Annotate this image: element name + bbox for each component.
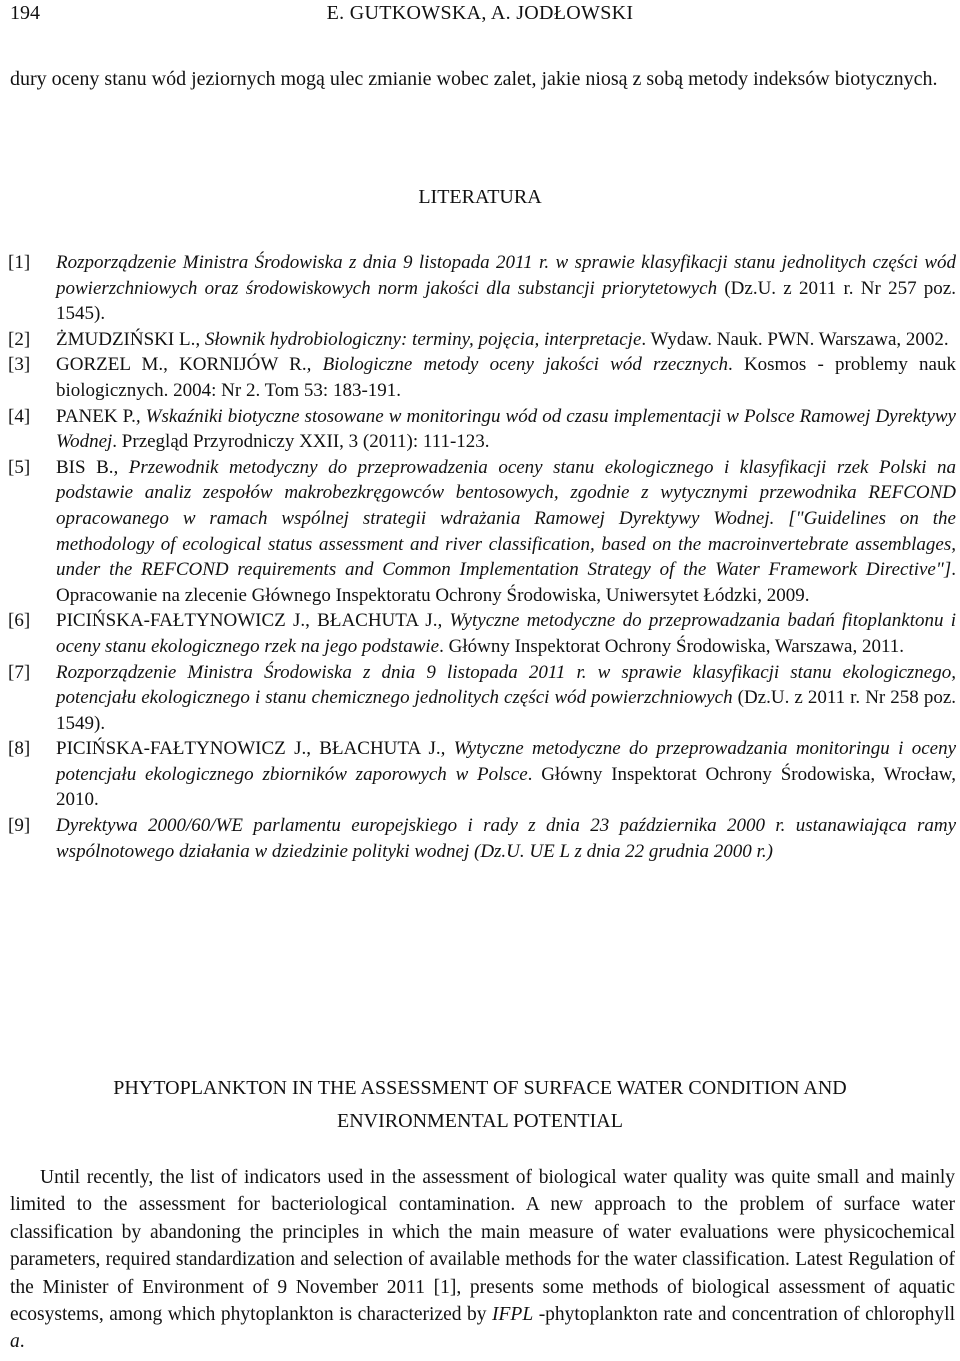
reference-number: [7] bbox=[8, 661, 31, 683]
reference-author: PICIŃSKA-FAŁTYNOWICZ J., BŁACHUTA J. bbox=[56, 738, 441, 760]
abstract-text-2: -phytoplankton rate and concentration of chlorophyll bbox=[533, 1304, 955, 1326]
reference-number: [2] bbox=[8, 328, 31, 350]
abstract-chlorophyll-a: a bbox=[10, 1331, 20, 1353]
literature-heading: LITERATURA bbox=[418, 186, 542, 208]
reference-item bbox=[8, 455, 956, 609]
reference-list bbox=[8, 250, 956, 864]
reference-details: . Przegląd Przyrodniczy XXII, 3 (2011): 111-123. bbox=[112, 431, 490, 453]
english-title: PHYTOPLANKTON IN THE ASSESSMENT OF SURFACE WATER CONDITION AND ENVIRONMENTAL POTENTIAL bbox=[113, 1077, 847, 1132]
reference-author: BIS B. bbox=[56, 456, 114, 478]
running-header-authors: E. GUTKOWSKA, A. JODŁOWSKI bbox=[326, 2, 634, 24]
reference-title: , Wskaźniki biotyczne stosowane w monitoringu wód od czasu implementacji w Polsce Ramowej Dyrektywy Wodnej bbox=[56, 405, 956, 453]
reference-item bbox=[8, 404, 956, 455]
reference-details: (Dz.U. z 2011 r. Nr 257 poz. 1545). bbox=[56, 277, 956, 325]
reference-details: (Dz.U. z 2011 r. Nr 258 poz. 1549). bbox=[56, 687, 956, 734]
reference-author: PANEK P. bbox=[56, 405, 136, 427]
reference-item bbox=[8, 660, 956, 737]
reference-details: . Główny Inspektorat Ochrony Środowiska, Wrocław, 2010. bbox=[56, 763, 956, 811]
reference-item bbox=[8, 813, 956, 864]
reference-author: GORZEL M., KORNIJÓW R. bbox=[56, 354, 307, 376]
reference-author: ŻMUDZIŃSKI L. bbox=[56, 328, 196, 350]
reference-item bbox=[8, 250, 956, 327]
reference-details: . Opracowanie na zlecenie Głównego Inspektoratu Ochrony Środowiska, Uniwersytet Łódzki, 2009. bbox=[56, 559, 956, 606]
reference-title: Dyrektywa 2000/60/WE parlamentu europejskiego i rady z dnia 23 października 2000 r. ustanawiająca ramy wspólnotowego działania w dziedzinie polityki wodnej (Dz.U. UE L z dnia 22 grudnia 2000 r.) bbox=[56, 815, 956, 862]
abstract-ifpl: IFPL bbox=[492, 1304, 534, 1326]
reference-number: [6] bbox=[8, 610, 31, 632]
page-number: 194 bbox=[10, 2, 40, 24]
reference-title: Rozporządzenie Ministra Środowiska z dnia 9 listopada 2011 r. w sprawie klasyfikacji stanu jednolitych części wód powierzchniowych oraz środowiskowych norm jakości dla substancji priorytetowych bbox=[56, 252, 956, 299]
reference-item bbox=[8, 736, 956, 813]
running-header bbox=[10, 0, 950, 30]
intro-paragraph: dury oceny stanu wód jeziornych mogą ulec zmianie wobec zalet, jakie niosą z sobą metody indeksów biotycznych. bbox=[10, 68, 938, 90]
reference-author: PICIŃSKA-FAŁTYNOWICZ J., BŁACHUTA J. bbox=[56, 610, 438, 632]
abstract-text: Until recently, the list of indicators used in the assessment of biological water quality was quite small and mainly limited to the assessment for bacteriological contamination. A new approach to the problem of surface water classification by abandoning the principles in which the main measure of water evaluations were physicochemical parameters, required standardization and selection of available methods for the water classification. Latest Regulation of the Minister of Environment of 9 November 2011 [1], presents some methods of biological assessment of aquatic ecosystems, among which phytoplankton is characterized by bbox=[10, 1167, 955, 1326]
abstract-end: . bbox=[19, 1331, 25, 1353]
reference-item bbox=[8, 608, 956, 659]
reference-details: . Kosmos - problemy nauk biologicznych. 2004: Nr 2. Tom 53: 183-191. bbox=[56, 354, 956, 401]
english-abstract bbox=[10, 1164, 955, 1356]
reference-number: [5] bbox=[8, 456, 31, 478]
reference-title: , Wytyczne metodyczne do przeprowadzania badań fitoplanktonu i oceny stanu ekologicznego rzek na jego podstawie bbox=[56, 610, 957, 657]
reference-item bbox=[8, 352, 956, 403]
reference-number: [3] bbox=[8, 354, 31, 376]
reference-details: . Wydaw. Nauk. PWN. Warszawa, 2002. bbox=[641, 328, 949, 350]
reference-number: [9] bbox=[8, 815, 31, 837]
reference-title: , Wytyczne metodyczne do przeprowadzania monitoringu i oceny potencjału ekologicznego zbiorników zaporowych w Polsce bbox=[56, 738, 957, 785]
reference-number: [4] bbox=[8, 405, 31, 427]
reference-title: , Słownik hydrobiologiczny: terminy, pojęcia, interpretacje bbox=[195, 328, 642, 350]
reference-title: , Biologiczne metody oceny jakości wód rzecznych bbox=[306, 354, 728, 376]
reference-title: Rozporządzenie Ministra Środowiska z dnia 9 listopada 2011 r. w sprawie klasyfikacji stanu ekologicznego, potencjału ekologicznego i stanu chemicznego jednolitych części wód powierzchniowych bbox=[56, 661, 956, 709]
reference-item bbox=[8, 327, 956, 353]
reference-number: [8] bbox=[8, 738, 31, 760]
reference-number: [1] bbox=[8, 252, 31, 273]
reference-title: , Przewodnik metodyczny do przeprowadzenia oceny stanu ekologicznego i klasyfikacji rzek Polski na podstawie analiz zespołów makrobezkręgowców bentosowych, zgodnie z wytycznymi przewodnika REFCOND opracowanego w ramach wspólnej strategii wdrażania Ramowej Dyrektywy Wodnej. ["Guidelines on the methodology of ecological status assessment and river classification, based on the macroinvertebrate assemblages, under the REFCOND requirements and Common Implementation Strategy of the Water Framework Directive"] bbox=[56, 456, 956, 581]
reference-details: . Główny Inspektorat Ochrony Środowiska, Warszawa, 2011. bbox=[439, 635, 905, 657]
